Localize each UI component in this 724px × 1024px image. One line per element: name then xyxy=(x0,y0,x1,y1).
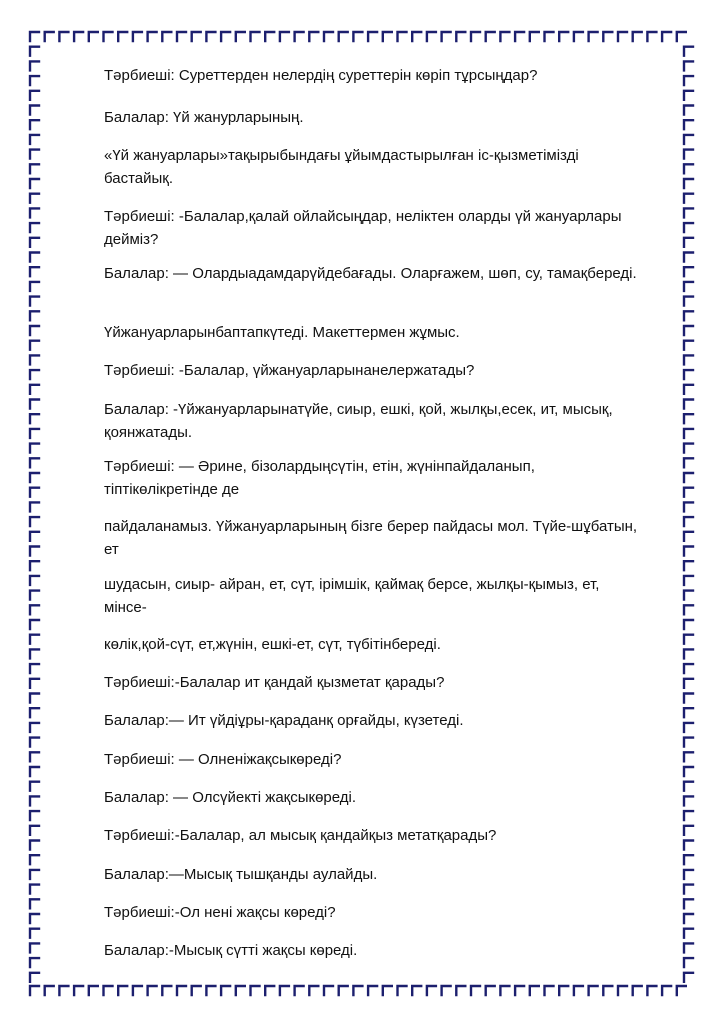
dialogue-line: Тәрбиеші:-Балалар ит қандай қызметат қарады? xyxy=(104,674,445,691)
dialogue-line: Үйжануарларынбаптапкүтеді. Макеттермен жұмыс. xyxy=(104,324,460,341)
dialogue-line: Тәрбиеші: -Балалар,қалай ойлайсыңдар, неліктен оларды үй жануарлары дейміз? xyxy=(104,208,622,248)
dialogue-line: Тәрбиеші:-Ол нені жақсы көреді? xyxy=(104,904,336,921)
dialogue-line: көлік,қой-сүт, ет,жүнін, ешкі-ет, сүт, түбітінбереді. xyxy=(104,636,441,653)
dialogue-line: Балалар: — Олсүйекті жақсыкөреді. xyxy=(104,789,357,806)
dialogue-line: Балалар: — Олардыадамдарүйдебағады. Оларғажем, шөп, су, тамақбереді. xyxy=(104,265,637,282)
dialogue-line: пайдаланамыз. Үйжануарларының бізге берер пайдасы мол. Түйе-шұбатын, ет xyxy=(104,518,638,558)
dialogue-line: Балалар: -Үйжануарларынатүйе, сиыр, ешкі, қой, жылқы,есек, ит, мысық, қоянжатады. xyxy=(104,401,613,441)
dialogue-line: Балалар:— Ит үйдіұры-қараданқ орғайды, күзетеді. xyxy=(104,712,464,729)
dialogue-line: Балалар: Үй жанурларының. xyxy=(104,109,304,126)
dialogue-line: Тәрбиеші: — Әрине, бізолардыңсүтін, етін, жүнінпайдаланып, тіптікөлікретінде де xyxy=(104,458,535,498)
dialogue-line: Тәрбиеші:-Балалар, ал мысық қандайқыз метатқарады? xyxy=(104,827,497,844)
dialogue-line: Тәрбиеші: Суреттерден нелердің суреттерін көріп тұрсыңдар? xyxy=(104,67,538,84)
dialogue-line: Балалар:-Мысық сүтті жақсы көреді. xyxy=(104,942,358,959)
dialogue-line: шудасын, сиыр- айран, ет, сүт, ірімшік, қаймақ берсе, жылқы-қымыз, ет, мінсе- xyxy=(104,576,600,616)
dialogue-line: «Үй жануарлары»тақырыбындағы ұйымдастырылған іс-қызметімізді бастайық. xyxy=(104,147,579,187)
dialogue-line: Тәрбиеші: -Балалар, үйжануарларынанелержатады? xyxy=(104,362,475,379)
dialogue-line: Балалар:—Мысық тышқанды аулайды. xyxy=(104,866,378,883)
dialogue-line: Тәрбиеші: — Олненіжақсыкөреді? xyxy=(104,751,342,768)
